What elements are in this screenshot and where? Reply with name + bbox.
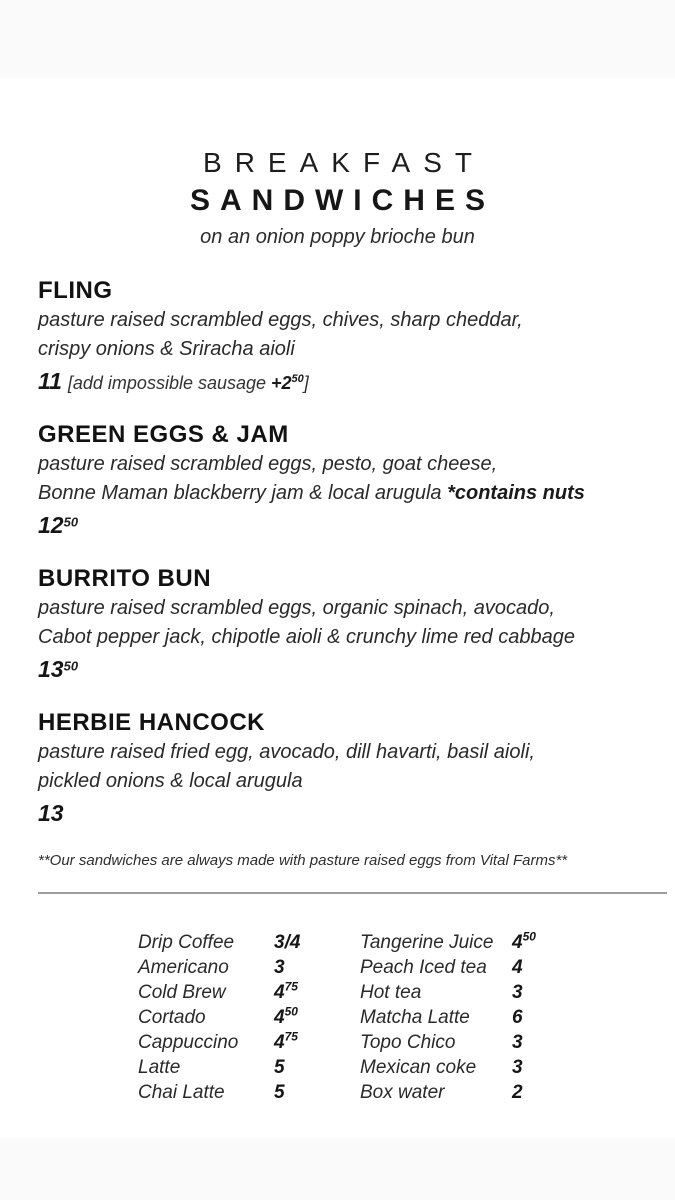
drink-name: Mexican coke: [360, 1057, 477, 1078]
addon-note-open: [add impossible sausage: [67, 373, 272, 393]
drink-name: Cold Brew: [138, 982, 226, 1003]
item-price-row: [38, 652, 645, 690]
item-addon-note: [68, 373, 309, 393]
drink-name: Topo Chico: [360, 1032, 456, 1053]
drink-name: Matcha Latte: [360, 1007, 470, 1028]
drink-price: [274, 980, 360, 1005]
drink-price-value: 3: [512, 982, 523, 1003]
addon-note-close: ]: [303, 373, 309, 393]
item-description-text: pickled onions & local arugula: [38, 770, 303, 792]
header-title-sandwiches: SANDWICHES: [189, 184, 495, 217]
drink-name: Cortado: [138, 1007, 206, 1028]
drink-price: [512, 1055, 602, 1080]
drink-name: Drip Coffee: [138, 932, 235, 953]
drink-name: Hot tea: [360, 982, 422, 1003]
drink-price: [274, 1030, 360, 1055]
drink-price-value: 4: [512, 957, 523, 978]
drink-price-value: 3/4: [274, 932, 301, 953]
bottom-margin-band: [0, 1138, 675, 1200]
drink-price: [512, 930, 602, 955]
item-price-sup: 50: [63, 514, 79, 530]
drink-price: [274, 1080, 360, 1105]
drink-price-value: 4: [274, 982, 285, 1003]
drink-price-value: 3: [274, 957, 285, 978]
item-price-row: [38, 796, 645, 834]
drink-price-value: 3: [512, 1032, 523, 1053]
item-description-text: Bonne Maman blackberry jam & local arugula: [38, 482, 448, 504]
drink-price: [274, 1005, 360, 1030]
item-description-line2: [38, 767, 645, 796]
item-title: GREEN EGGS & JAM: [38, 421, 289, 448]
item-title: BURRITO BUN: [38, 565, 212, 592]
drink-name: Box water: [360, 1082, 445, 1103]
drink-price: [512, 955, 602, 980]
drink-price-sup: 75: [284, 979, 298, 994]
item-price-row: [38, 508, 645, 546]
menu-item-herbie-hancock: [38, 708, 645, 834]
item-price: 11: [38, 368, 62, 394]
drink-name: Americano: [138, 957, 229, 978]
menu-header: [0, 146, 675, 252]
item-description-text: crispy onions & Sriracha aioli: [38, 338, 295, 360]
item-price: 13: [38, 800, 64, 826]
top-margin-band: [0, 0, 675, 78]
menu-item-burrito-bun: [38, 564, 645, 690]
drink-price-value: 5: [274, 1057, 285, 1078]
drink-name: Latte: [138, 1057, 181, 1078]
drink-price-value: 4: [274, 1032, 285, 1053]
item-description-text: Cabot pepper jack, chipotle aioli & crunchy lime red cabbage: [38, 626, 575, 648]
section-divider: [38, 892, 667, 894]
drink-name: Cappuccino: [138, 1032, 239, 1053]
drink-name: Chai Latte: [138, 1082, 225, 1103]
drinks-list: [138, 930, 675, 1105]
addon-price: +2: [271, 373, 292, 393]
addon-price-sup: 50: [291, 373, 304, 385]
drink-price-sup: 50: [522, 929, 536, 944]
drink-price: [512, 1030, 602, 1055]
menu-item-fling: [38, 276, 645, 402]
header-subtitle: on an onion poppy brioche bun: [200, 226, 475, 248]
menu-content: [0, 78, 675, 1105]
drink-price-sup: 75: [284, 1029, 298, 1044]
item-price-sup: 50: [63, 658, 79, 674]
item-description-line1: pasture raised scrambled eggs, organic spinach, avocado,: [38, 597, 555, 619]
item-description-line1: pasture raised scrambled eggs, chives, sharp cheddar,: [38, 309, 523, 331]
drink-price-value: 3: [512, 1057, 523, 1078]
item-price: 13: [38, 656, 64, 682]
drink-price-value: 4: [274, 1007, 285, 1028]
drink-name: Peach Iced tea: [360, 957, 487, 978]
menu-item-green-eggs-and-jam: [38, 420, 645, 546]
drink-price: [512, 980, 602, 1005]
drink-price: [512, 1005, 602, 1030]
drink-price-sup: 50: [284, 1004, 298, 1019]
drink-price-value: 4: [512, 932, 523, 953]
drink-price: [512, 1080, 602, 1105]
drink-price-value: 2: [512, 1082, 523, 1103]
item-title: FLING: [38, 277, 113, 304]
item-title: HERBIE HANCOCK: [38, 709, 266, 736]
item-description-line2: [38, 479, 645, 508]
header-title-breakfast: BREAKFAST: [203, 147, 485, 178]
drink-price: [274, 1055, 360, 1080]
item-price-row: [38, 364, 645, 402]
item-description-line2: [38, 335, 645, 364]
drink-price: [274, 930, 360, 955]
item-allergen-warning: *contains nuts: [447, 482, 585, 504]
drink-price-value: 6: [512, 1007, 523, 1028]
item-description-line1: pasture raised scrambled eggs, pesto, goat cheese,: [38, 453, 498, 475]
drink-price-value: 5: [274, 1082, 285, 1103]
item-price: 12: [38, 512, 64, 538]
item-description-line1: pasture raised fried egg, avocado, dill havarti, basil aioli,: [38, 741, 535, 763]
drink-price: [274, 955, 360, 980]
vital-farms-footnote: **Our sandwiches are always made with pasture raised eggs from Vital Farms**: [38, 852, 568, 869]
drink-name: Tangerine Juice: [360, 932, 494, 953]
item-description-line2: [38, 623, 645, 652]
